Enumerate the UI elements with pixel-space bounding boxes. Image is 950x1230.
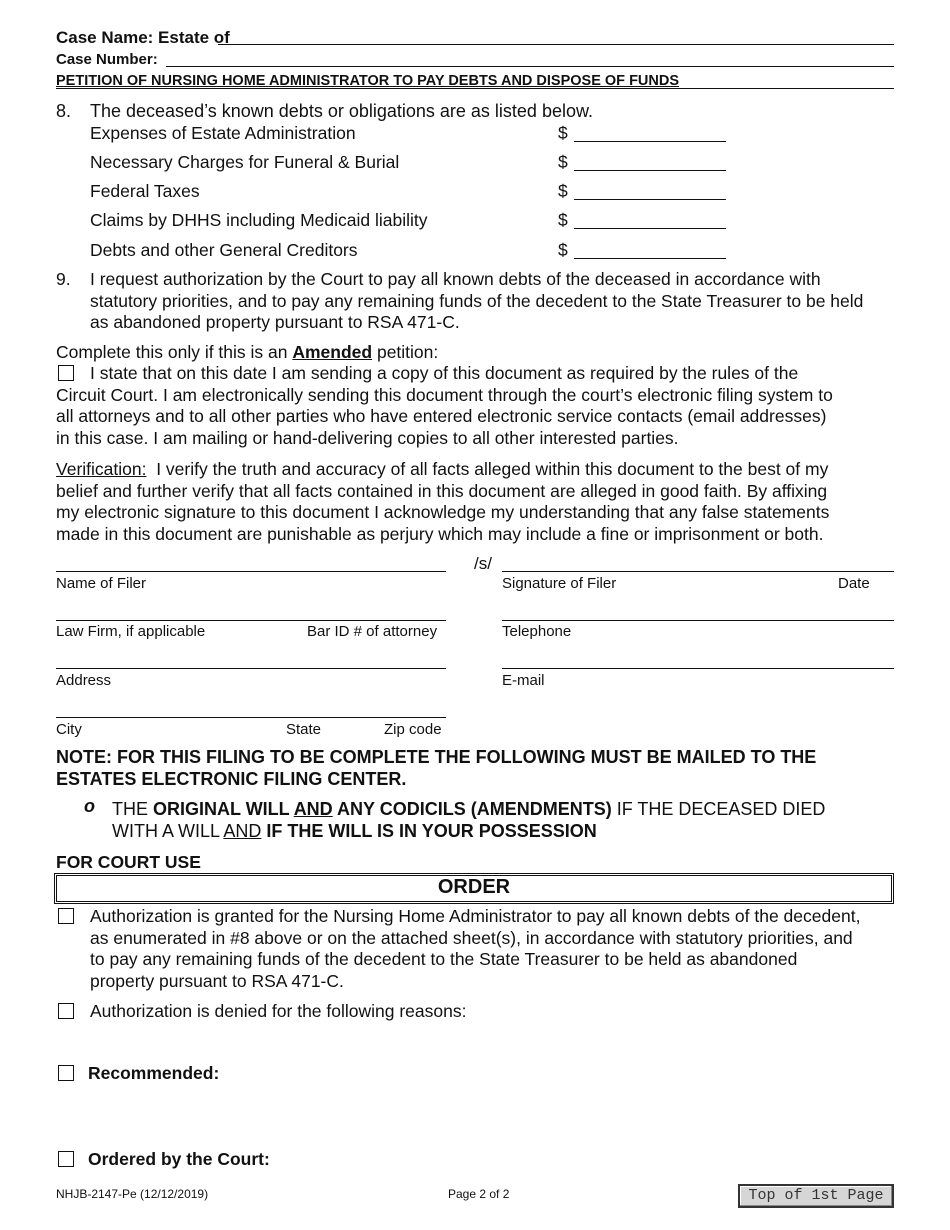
email-field[interactable]: [502, 668, 894, 669]
debt-currency: $: [558, 181, 568, 201]
amended-line: I state that on this date I am sending a copy of this document as required by the rules of the: [90, 363, 799, 383]
item9-line: as abandoned property pursuant to RSA 471-C.: [90, 312, 460, 332]
verification-line: [56, 459, 906, 481]
amended-keyword: Amended: [292, 342, 373, 362]
debt-amount-field[interactable]: [574, 228, 726, 229]
item8-number: 8.: [56, 101, 72, 121]
amended-statement: [56, 363, 906, 449]
debt-currency: $: [558, 240, 568, 260]
note-part: ORIGINAL WILL: [153, 799, 294, 819]
name-of-filer-field[interactable]: [56, 571, 446, 572]
bar-id-label: Bar ID # of attorney: [307, 623, 438, 640]
form-title: PETITION OF NURSING HOME ADMINISTRATOR TO PAY DEBTS AND DISPOSE OF FUNDS: [56, 73, 680, 89]
case-number-label: Case Number:: [56, 51, 158, 68]
city-label: City: [56, 721, 82, 738]
debt-currency: $: [558, 123, 568, 143]
name-of-filer-label: Name of Filer: [56, 575, 147, 592]
note-part: ANY CODICILS (AMENDMENTS): [332, 799, 612, 819]
denied-label: Authorization is denied for the following reasons:: [90, 1001, 467, 1021]
granted-line: Authorization is granted for the Nursing Home Administrator to pay all known debts of the decedent,: [90, 906, 861, 926]
debt-label-general-creditors: Debts and other General Creditors: [90, 240, 358, 260]
state-label: State: [286, 721, 322, 738]
telephone-label: Telephone: [502, 623, 572, 640]
signature-prefix: /s/: [474, 554, 492, 573]
item9-line: statutory priorities, and to pay any remaining funds of the decedent to the State Treasurer to be held: [90, 290, 864, 311]
law-firm-field[interactable]: [56, 620, 446, 621]
amended-prefix: Complete this only if this is an: [56, 342, 293, 362]
granted-text: [90, 906, 900, 992]
note-bullet-line: [112, 821, 825, 843]
debt-label-federal-taxes: Federal Taxes: [90, 181, 200, 201]
granted-line: property pursuant to RSA 471-C.: [90, 970, 344, 991]
verification-line: my electronic signature to this document I acknowledge my understanding that any false statements: [56, 502, 830, 522]
case-name-field[interactable]: [218, 44, 894, 45]
email-label: E-mail: [502, 672, 545, 689]
note-part: THE: [112, 799, 154, 819]
granted-checkbox[interactable]: [58, 908, 74, 924]
city-state-zip-field[interactable]: [56, 717, 446, 718]
date-label: Date: [838, 575, 870, 592]
debt-label-funeral: Necessary Charges for Funeral & Burial: [90, 152, 400, 172]
debt-amount-field[interactable]: [574, 141, 726, 142]
title-divider: [56, 88, 894, 89]
verification-label: Verification:: [56, 459, 147, 479]
amended-line: Circuit Court. I am electronically sending this document through the court’s electronic filing system to: [56, 384, 833, 405]
note-line: NOTE: FOR THIS FILING TO BE COMPLETE THE FOLLOWING MUST BE MAILED TO THE: [56, 747, 817, 767]
debt-amount-field[interactable]: [574, 170, 726, 171]
note-line: ESTATES ELECTRONIC FILING CENTER.: [56, 768, 407, 789]
signature-field[interactable]: [502, 571, 894, 572]
granted-line: to pay any remaining funds of the decedent to the State Treasurer to be held as abandoned: [90, 949, 798, 969]
order-title: ORDER: [437, 876, 511, 898]
denied-checkbox[interactable]: [58, 1003, 74, 1019]
signature-label: Signature of Filer: [502, 575, 617, 592]
top-of-first-page-button[interactable]: Top of 1st Page: [738, 1184, 894, 1208]
debt-amount-field[interactable]: [574, 199, 726, 200]
ordered-checkbox[interactable]: [58, 1151, 74, 1167]
item9-text: [90, 269, 900, 334]
note-bullet-text: [112, 799, 825, 842]
case-name-label: Case Name: Estate of: [56, 28, 230, 47]
ordered-label: Ordered by the Court:: [88, 1149, 270, 1169]
telephone-field[interactable]: [502, 620, 894, 621]
note-bullet-line: [112, 799, 825, 821]
amended-line: all attorneys and to all other parties who have entered electronic service contacts (email addresses): [56, 406, 827, 426]
note-part: AND: [223, 820, 262, 841]
page-number: Page 2 of 2: [448, 1187, 510, 1201]
verification-text: I verify the truth and accuracy of all facts alleged within this document to the best of my: [146, 459, 829, 479]
granted-line: as enumerated in #8 above or on the attached sheet(s), in accordance with statutory priorities, and: [90, 927, 853, 948]
amended-suffix: petition:: [372, 342, 439, 362]
note-part: AND: [293, 799, 333, 819]
debt-currency: $: [558, 210, 568, 230]
note-part: WITH A WILL: [112, 820, 224, 841]
debt-label-administration: Expenses of Estate Administration: [90, 123, 356, 143]
bullet-icon: o: [84, 796, 95, 816]
address-field[interactable]: [56, 668, 446, 669]
debt-label-dhhs: Claims by DHHS including Medicaid liability: [90, 210, 428, 230]
recommended-checkbox[interactable]: [58, 1065, 74, 1081]
verification-block: [56, 459, 906, 545]
address-label: Address: [56, 672, 112, 689]
zip-label: Zip code: [384, 721, 442, 738]
note-part: IF THE DECEASED DIED: [611, 799, 826, 819]
item8-text: The deceased’s known debts or obligations are as listed below.: [90, 101, 593, 121]
note-block: [56, 747, 816, 790]
for-court-use-label: FOR COURT USE: [56, 852, 201, 872]
item9-number: 9.: [56, 269, 71, 289]
item9-line: I request authorization by the Court to pay all known debts of the deceased in accordance with: [90, 269, 821, 289]
law-firm-label: Law Firm, if applicable: [56, 623, 206, 640]
verification-line: belief and further verify that all facts contained in this document are alleged in good faith. By affixing: [56, 480, 828, 501]
amended-heading: [56, 342, 438, 364]
amended-line: in this case. I am mailing or hand-delivering copies to all other interested parties.: [56, 427, 679, 448]
case-number-field[interactable]: [166, 66, 894, 67]
recommended-label: Recommended:: [88, 1063, 220, 1083]
form-id: NHJB-2147-Pe (12/12/2019): [56, 1187, 209, 1201]
debt-amount-field[interactable]: [574, 258, 726, 259]
note-part: IF THE WILL IS IN YOUR POSSESSION: [261, 820, 597, 841]
debt-currency: $: [558, 152, 568, 172]
verification-line: made in this document are punishable as perjury which may include a fine or imprisonment or both.: [56, 523, 824, 544]
